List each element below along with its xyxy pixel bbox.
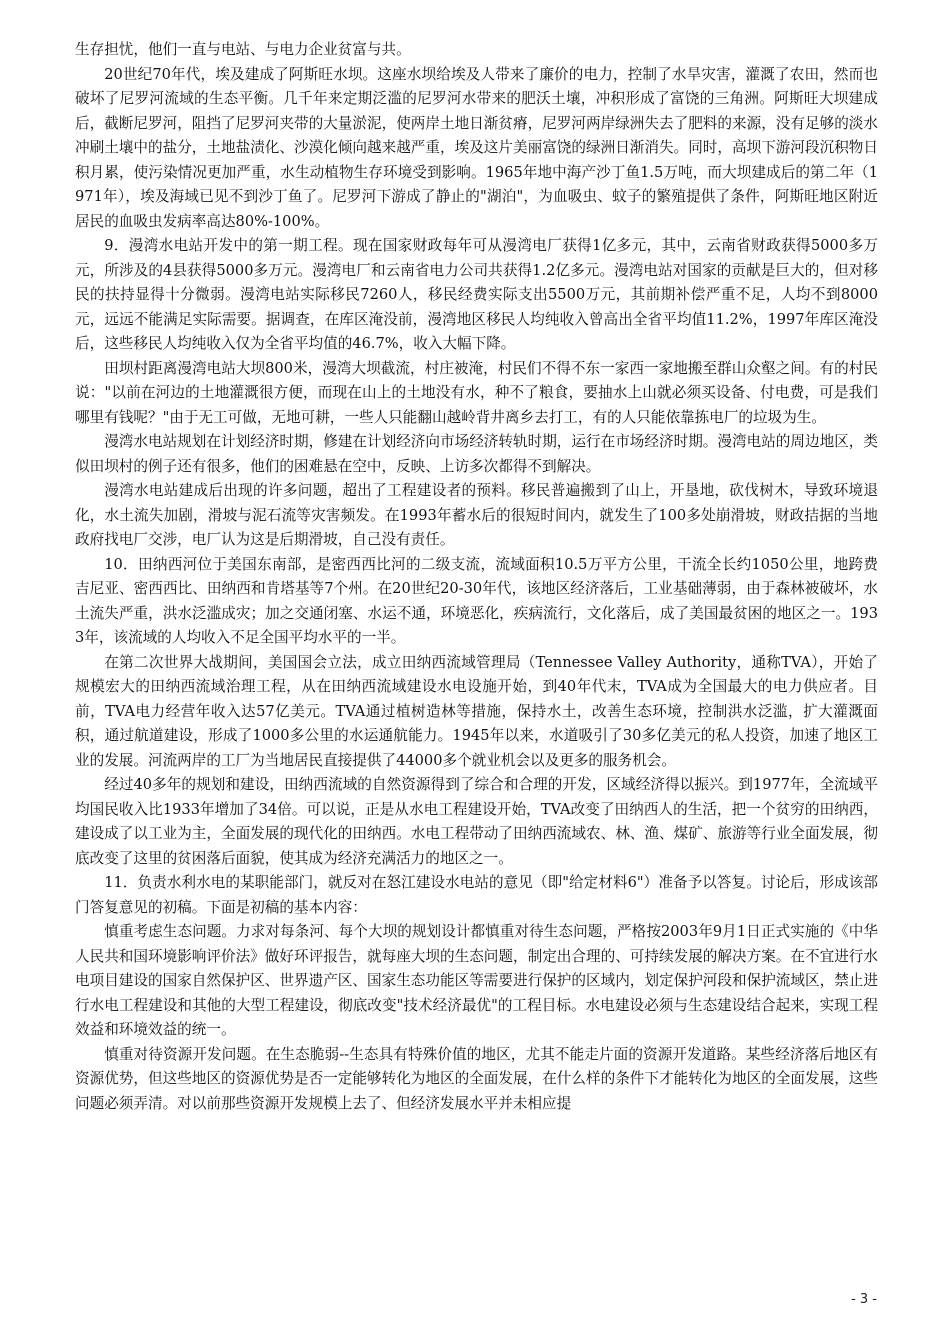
paragraph-resource-development: 慎重对待资源开发问题。在生态脆弱--生态具有特殊价值的地区，尤其不能走片面的资源开发道路。某些经济落后地区有资源优势，但这些地区的资源优势是否一定能够转化为地区的全面发展，在什么样的条件下才能转化为地区的全面发展，这些问题必须弄清。对以前那些资源开发规模上去了、但经济发展水平并未相应提 [75, 1045, 878, 1112]
paragraph-continuation: 生存担忧，他们一直与电站、与电力企业贫富与共。 [75, 41, 411, 58]
paragraph-tva: 在第二次世界大战期间，美国国会立法，成立田纳西流域管理局（Tennessee Valley Authority，通称TVA），开始了规模宏大的田纳西流域治理工程，从在田纳西流域建设水电设施开始，到40年代末，TVA成为全国最大的电力供应者。目前，TVA电力经营年收入达57亿美元。TVA通过植树造林等措施，保持水土，改善生态环境，控制洪水泛滥，扩大灌溉面积，通过航道建设，形成了1000多公里的水运通航能力。1945年以来，水道吸引了30多亿美元的私人投资，加速了地区工业的发展。河流两岸的工厂为当地居民直接提供了44000多个就业机会以及更多的服务机会。 [75, 653, 878, 769]
paragraph-tennessee-river: 10．田纳西河位于美国东南部，是密西西比河的二级支流，流域面积10.5万平方公里，干流全长约1050公里，地跨费吉尼亚、密西西比、田纳西和肯塔基等7个州。在20世纪20-30年代，该地区经济落后，工业基础薄弱，由于森林被破坏，水土流失严重，洪水泛滥成灾；加之交通闭塞、水运不通，环境恶化，疾病流行，文化落后，成了美国最贫困的地区之一。1933年，该流域的人均收入不足全国平均水平的一半。 [75, 555, 878, 646]
paragraph-manwan-phase-one: 9．漫湾水电站开发中的第一期工程。现在国家财政每年可从漫湾电厂获得1亿多元，其中，云南省财政获得5000多万元，所涉及的4县获得5000多万元。漫湾电厂和云南省电力公司共获得1.2亿多元。漫湾电站对国家的贡献是巨大的，但对移民的扶持显得十分微弱。漫湾电站实际移民7260人，移民经费实际支出5500万元，其前期补偿严重不足，人均不到8000元，远远不能满足实际需要。据调查，在库区淹没前，漫湾地区移民人均纯收入曾高出全省平均值11.2%，1997年库区淹没后，这些移民人均纯收入仅为全省平均值的46.7%，收入大幅下降。 [75, 237, 878, 352]
paragraph-department-reply: 11．负责水利水电的某职能部门，就反对在怒江建设水电站的意见（即"给定材料6"）准备予以答复。讨论后，形成该部门答复意见的初稿。下面是初稿的基本内容： [75, 874, 878, 916]
paragraph-manwan-planning: 漫湾水电站规划在计划经济时期，修建在计划经济向市场经济转轨时期，运行在市场经济时期。漫湾电站的周边地区，类似田坝村的例子还有很多，他们的困难悬在空中，反映、上访多次都得不到解决。 [75, 433, 878, 475]
paragraph-ecology: 慎重考虑生态问题。力求对每条河、每个大坝的规划设计都慎重对待生态问题，严格按2003年9月1日正式实施的《中华人民共和国环境影响评价法》做好环评报告，就每座大坝的生态问题，制定出合理的、可持续发展的解决方案。在不宜进行水电项目建设的国家自然保护区、世界遗产区、国家生态功能区等需要进行保护的区域内，划定保护河段和保护流域区，禁止进行水电工程建设和其他的大型工程建设，彻底改变"技术经济最优"的工程目标。水电建设必须与生态建设结合起来，实现工程效益和环境效益的统一。 [75, 923, 878, 1038]
paragraph-manwan-problems: 漫湾水电站建成后出现的许多问题，超出了工程建设者的预料。移民普遍搬到了山上，开垦地，砍伐树木，导致环境退化，水土流失加剧，滑坡与泥石流等灾害频发。在1993年蓄水后的很短时间内，就发生了100多处崩滑坡，财政拮据的当地政府找电厂交涉，电厂认为这是后期滑坡，自己没有责任。 [75, 482, 878, 548]
paragraph-tennessee-development: 经过40多年的规划和建设，田纳西流域的自然资源得到了综合和合理的开发，区域经济得以振兴。到1977年，全流域平均国民收入比1933年增加了34倍。可以说，正是从水电工程建设开始，TVA改变了田纳西人的生活，把一个贫穷的田纳西，建设成了以工业为主，全面发展的现代化的田纳西。水电工程带动了田纳西流域农、林、渔、煤矿、旅游等行业全面发展，彻底改变了这里的贫困落后面貌，使其成为经济充满活力的地区之一。 [75, 776, 878, 867]
paragraph-tianba-village: 田坝村距离漫湾电站大坝800米，漫湾大坝截流，村庄被淹，村民们不得不东一家西一家地搬至群山众壑之间。有的村民说："以前在河边的土地灌溉很方便，而现在山上的土地没有水，种不了粮食，要抽水上山就必须买设备、付电费，可是我们哪里有钱呢？"由于无工可做，无地可耕，一些人只能翻山越岭背井离乡去打工，有的人只能依靠拣电厂的垃圾为生。 [75, 359, 878, 426]
page-number: - 3 - [851, 1292, 877, 1307]
paragraph-aswan-dam: 20世纪70年代，埃及建成了阿斯旺水坝。这座水坝给埃及人带来了廉价的电力，控制了水旱灾害，灌溉了农田，然而也破坏了尼罗河流域的生态平衡。几千年来定期泛滥的尼罗河水带来的肥沃土壤，冲积形成了富饶的三角洲。阿斯旺大坝建成后，截断尼罗河，阻挡了尼罗河夹带的大量淤泥，使两岸土地日渐贫瘠，尼罗河两岸绿洲失去了肥料的来源，没有足够的淡水冲刷土壤中的盐分，土地盐渍化、沙漠化倾向越来越严重，埃及这片美丽富饶的绿洲日渐消失。同时，高坝下游河段沉积物日积月累，使污染情况更加严重，水生动植物生存环境受到影响。1965年地中海产沙丁鱼1.5万吨，而大坝建成后的第二年（1971年），埃及海域已见不到沙丁鱼了。尼罗河下游成了静止的"湖泊"，为血吸虫、蚊子的繁殖提供了条件，阿斯旺地区附近居民的血吸虫发病率高达80%-100%。 [75, 65, 878, 230]
